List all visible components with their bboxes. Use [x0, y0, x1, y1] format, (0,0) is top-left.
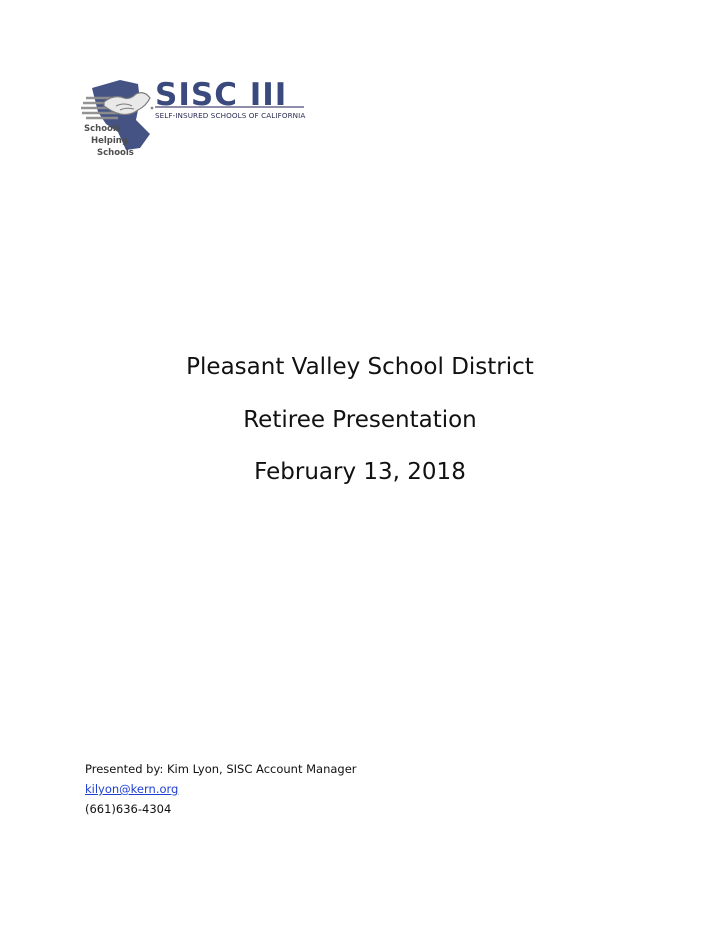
document-title-presentation: Retiree Presentation: [243, 407, 477, 433]
presented-by-text: Presented by: Kim Lyon, SISC Account Manager: [85, 762, 357, 776]
email-link[interactable]: kilyon@kern.org: [85, 782, 179, 796]
logo-subtitle: SELF-INSURED SCHOOLS OF CALIFORNIA: [155, 111, 306, 120]
logo-title: SISC III: [155, 77, 288, 113]
logo-tagline-line-1: Schools: [84, 124, 121, 134]
document-title-district: Pleasant Valley School District: [186, 354, 534, 380]
phone-number: (661)636-4304: [85, 802, 172, 816]
document-title-date: February 13, 2018: [254, 459, 466, 485]
logo-tagline-line-3: Schools: [97, 148, 134, 158]
sisc-logo: [80, 76, 310, 172]
logo-tagline-line-2: Helping: [91, 136, 128, 146]
